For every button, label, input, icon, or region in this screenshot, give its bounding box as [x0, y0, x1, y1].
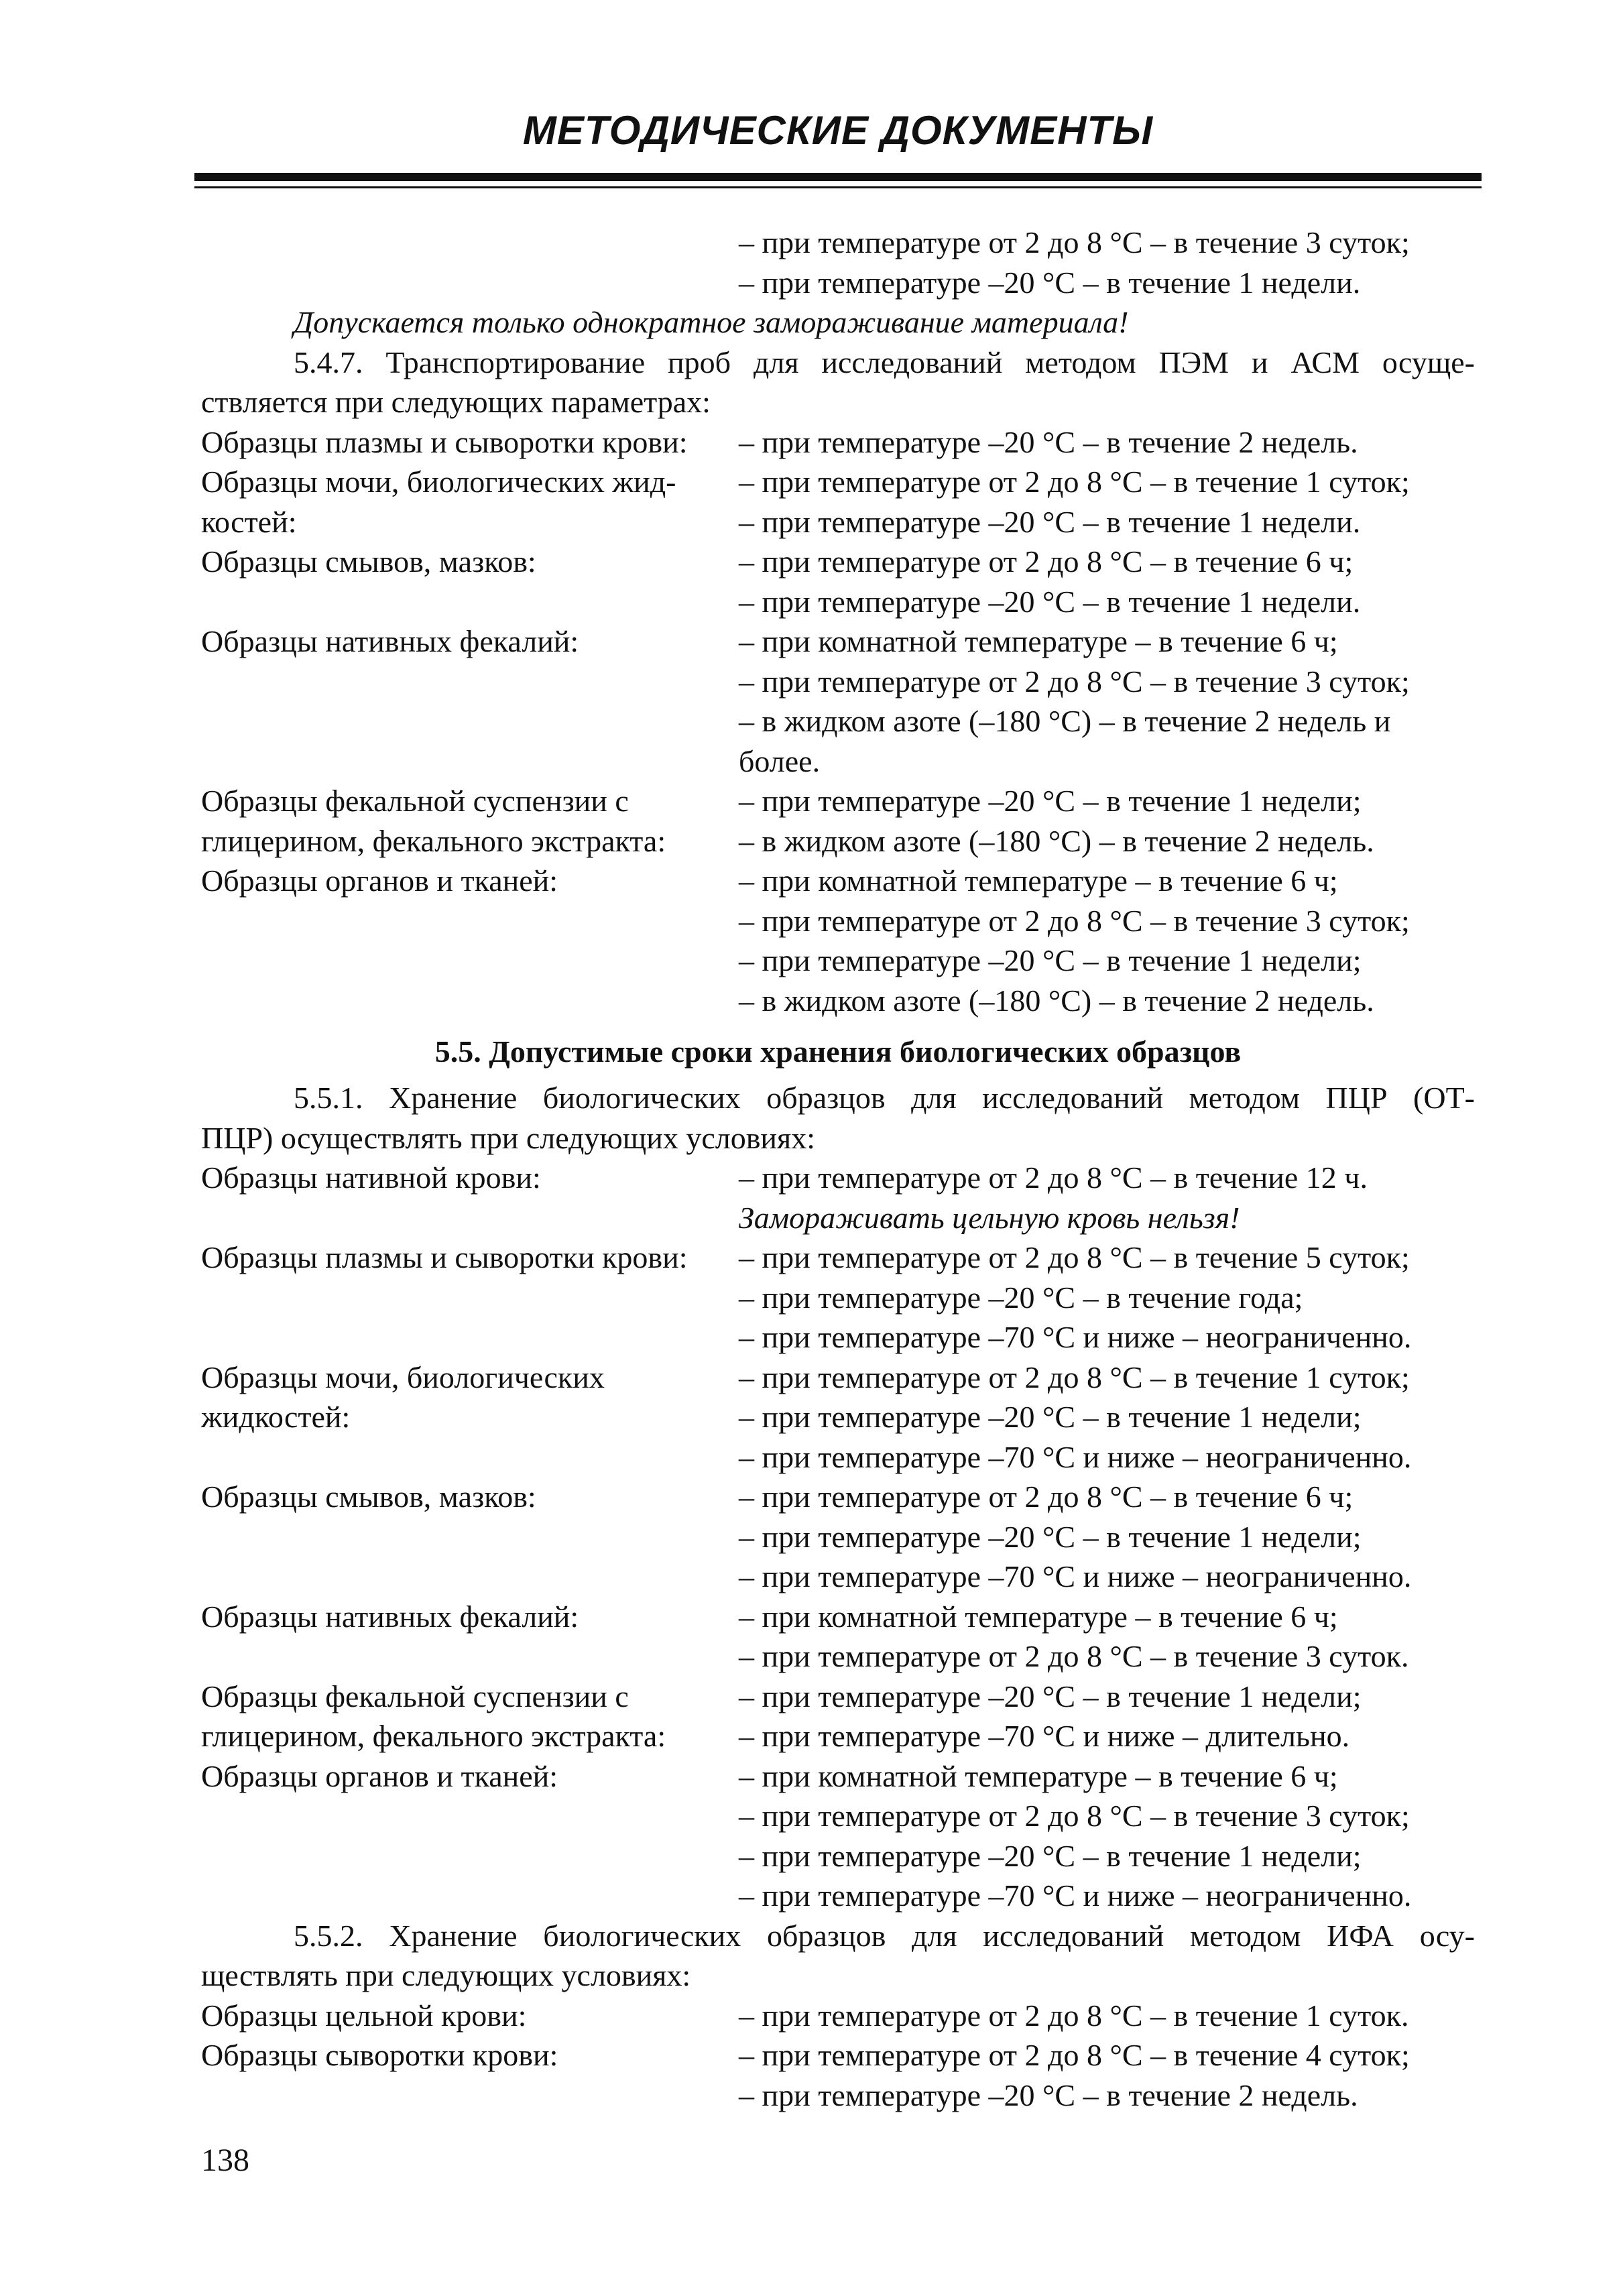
paragraph-551-line: 5.5.1. Хранение биологических образцов для исследований методом ПЦР (ОТ-	[294, 1081, 1475, 1115]
sample-row	[201, 462, 1475, 542]
storage-conditions	[739, 1996, 1475, 2036]
sample-type-label	[201, 1597, 739, 1677]
storage-condition: – при температуре от 2 до 8 °C – в течение 6 ч;	[739, 1479, 1354, 1514]
sample-type-label	[201, 1756, 739, 1916]
page-number: 138	[201, 2142, 249, 2178]
storage-condition: – при температуре –70 °C и ниже – неограниченно.	[739, 1878, 1412, 1913]
storage-conditions	[739, 542, 1475, 621]
transport-conditions-table	[201, 422, 1475, 1021]
sample-type-text: глицерином, фекального экстракта:	[201, 1719, 666, 1753]
storage-condition: – при температуре от 2 до 8 °C – в течение 3 суток.	[739, 1639, 1409, 1673]
sample-row	[201, 1477, 1475, 1597]
sample-type-label	[201, 621, 739, 781]
sample-type-text: Образцы плазмы и сыворотки крови:	[201, 424, 688, 459]
sample-type-text: Образцы мочи, биологических жид-	[201, 465, 676, 499]
storage-condition: – при температуре –20 °C – в течение 1 недели;	[739, 784, 1362, 818]
storage-condition: – при температуре от 2 до 8 °C – в течение 3 суток;	[739, 664, 1410, 699]
paragraph-552-line: 5.5.2. Хранение биологических образцов для исследований методом ИФА осу-	[294, 1918, 1475, 1953]
storage-conditions	[739, 1477, 1475, 1597]
storage-conditions	[739, 861, 1475, 1020]
storage-condition: – при температуре –70 °C и ниже – неограниченно.	[739, 1320, 1412, 1354]
sample-type-label	[201, 542, 739, 621]
sample-type-label	[201, 1477, 739, 1597]
sample-row	[201, 1158, 1475, 1237]
sample-type-label	[201, 861, 739, 1020]
page-content	[201, 223, 1475, 2115]
sample-row	[201, 861, 1475, 1020]
storage-condition: – при температуре –20 °C – в течение 1 недели;	[739, 1519, 1362, 1554]
running-header: МЕТОДИЧЕСКИЕ ДОКУМЕНТЫ	[522, 108, 1154, 153]
sample-row	[201, 1996, 1475, 2036]
paragraph-547-line: 5.4.7. Транспортирование проб для исследований методом ПЭМ и АСМ осуще-	[294, 345, 1475, 379]
paragraph-552-line: ществлять при следующих условиях:	[201, 1958, 691, 1992]
sample-type-label	[201, 2035, 739, 2115]
sample-row	[201, 1237, 1475, 1357]
sample-type-text: Образцы смывов, мазков:	[201, 1479, 536, 1514]
storage-condition: – при температуре от 2 до 8 °C – в течение 1 суток.	[739, 1998, 1409, 2033]
sample-row	[201, 621, 1475, 781]
sample-type-text: костей:	[201, 504, 297, 539]
sample-type-label	[201, 1677, 739, 1756]
storage-condition: – при температуре –70 °C и ниже – неограниченно.	[739, 1439, 1412, 1474]
storage-conditions	[739, 2035, 1475, 2115]
sample-type-text: Образцы органов и тканей:	[201, 863, 558, 898]
storage-condition: – при температуре –20 °C – в течение 1 недели;	[739, 1838, 1362, 1873]
storage-conditions	[739, 1756, 1475, 1916]
sample-type-text: жидкостей:	[201, 1400, 351, 1434]
storage-conditions	[739, 1357, 1475, 1477]
sample-type-label	[201, 1158, 739, 1237]
storage-conditions	[739, 781, 1475, 861]
sample-row	[201, 1597, 1475, 1677]
paragraph-547-line: ствляется при следующих параметрах:	[201, 385, 711, 419]
sample-type-label	[201, 462, 739, 542]
storage-condition: – при температуре от 2 до 8 °C – в течение 3 суток;	[739, 1799, 1410, 1833]
storage-condition: – в жидком азоте (–180 °C) – в течение 2 недель.	[739, 983, 1374, 1018]
storage-condition: – при температуре от 2 до 8 °C – в течение 1 суток;	[739, 465, 1410, 499]
storage-condition: – при температуре –20 °C – в течение 1 недели.	[739, 584, 1361, 619]
storage-condition: – при комнатной температуре – в течение 6 ч;	[739, 863, 1338, 898]
storage-conditions	[739, 621, 1475, 781]
storage-condition: – при температуре от 2 до 8 °C – в течение 5 суток;	[739, 1240, 1410, 1274]
storage-note: Замораживать цельную кровь нельзя!	[739, 1200, 1240, 1235]
storage-condition: более.	[739, 743, 821, 778]
storage-condition: – при температуре от 2 до 8 °C – в течение 4 суток;	[739, 2038, 1410, 2072]
sample-type-text: Образцы фекальной суспензии с	[201, 784, 629, 818]
storage-condition: – при температуре –20 °C – в течение 1 недели;	[739, 943, 1362, 977]
storage-condition: – в жидком азоте (–180 °C) – в течение 2 недель.	[739, 823, 1374, 858]
sample-type-label	[201, 1237, 739, 1357]
storage-condition: – при температуре от 2 до 8 °C – в течение 1 суток;	[739, 1360, 1410, 1394]
sample-type-text: Образцы нативной крови:	[201, 1160, 541, 1195]
sample-row	[201, 1756, 1475, 1916]
continuation-line: – при температуре –20 °C – в течение 1 недели.	[739, 265, 1361, 300]
sample-type-text: Образцы нативных фекалий:	[201, 624, 579, 658]
sample-type-text: Образцы фекальной суспензии с	[201, 1679, 629, 1713]
sample-type-text: Образцы смывов, мазков:	[201, 544, 536, 579]
storage-condition: – при температуре от 2 до 8 °C – в течение 3 суток;	[739, 903, 1410, 938]
storage-condition: – в жидком азоте (–180 °C) – в течение 2 недель и	[739, 704, 1391, 738]
sample-row	[201, 781, 1475, 861]
storage-conditions	[739, 1237, 1475, 1357]
storage-condition: – при комнатной температуре – в течение 6 ч;	[739, 1599, 1338, 1634]
storage-condition: – при комнатной температуре – в течение 6 ч;	[739, 624, 1338, 658]
sample-type-text: Образцы мочи, биологических	[201, 1360, 605, 1394]
storage-conditions	[739, 422, 1475, 463]
storage-condition: – при температуре –70 °C и ниже – неограниченно.	[739, 1559, 1412, 1593]
sample-row	[201, 1357, 1475, 1477]
header-rule-thick	[194, 173, 1482, 181]
sample-type-text: Образцы плазмы и сыворотки крови:	[201, 1240, 688, 1274]
sample-type-label	[201, 1357, 739, 1477]
sample-type-text: глицерином, фекального экстракта:	[201, 823, 666, 858]
header-rule-thin	[194, 186, 1482, 188]
storage-conditions	[739, 462, 1475, 542]
sample-row	[201, 542, 1475, 621]
sample-type-label	[201, 781, 739, 861]
sample-type-text: Образцы органов и тканей:	[201, 1758, 558, 1793]
storage-condition: – при температуре –20 °C – в течение года;	[739, 1280, 1303, 1315]
sample-row	[201, 2035, 1475, 2115]
storage-conditions	[739, 1597, 1475, 1677]
sample-type-text: Образцы цельной крови:	[201, 1998, 527, 2033]
storage-conditions	[739, 1677, 1475, 1756]
storage-condition: – при температуре от 2 до 8 °C – в течение 6 ч;	[739, 544, 1354, 579]
storage-condition: – при температуре –20 °C – в течение 1 недели;	[739, 1679, 1362, 1713]
storage-condition: – при комнатной температуре – в течение 6 ч;	[739, 1758, 1338, 1793]
sample-type-label	[201, 1996, 739, 2036]
section-title: 5.5. Допустимые сроки хранения биологических образцов	[434, 1034, 1242, 1069]
freezing-warning: Допускается только однократное замораживание материала!	[294, 305, 1129, 339]
storage-condition: – при температуре от 2 до 8 °C – в течение 12 ч.	[739, 1160, 1368, 1195]
sample-type-text: Образцы сыворотки крови:	[201, 2038, 558, 2072]
storage-condition: – при температуре –70 °C и ниже – длительно.	[739, 1719, 1350, 1753]
storage-condition: – при температуре –20 °C – в течение 2 недель.	[739, 2077, 1358, 2112]
sample-type-text: Образцы нативных фекалий:	[201, 1599, 579, 1634]
sample-type-label	[201, 422, 739, 463]
paragraph-551-line: ПЦР) осуществлять при следующих условиях:	[201, 1120, 815, 1155]
storage-condition: – при температуре –20 °C – в течение 1 недели;	[739, 1400, 1362, 1434]
ifa-storage-table	[201, 1996, 1475, 2116]
sample-row	[201, 1677, 1475, 1756]
storage-conditions	[739, 1158, 1475, 1237]
pcr-storage-table	[201, 1158, 1475, 1916]
storage-condition: – при температуре –20 °C – в течение 2 недель.	[739, 424, 1358, 459]
continuation-line: – при температуре от 2 до 8 °C – в течение 3 суток;	[739, 225, 1410, 259]
sample-row	[201, 422, 1475, 463]
storage-condition: – при температуре –20 °C – в течение 1 недели.	[739, 504, 1361, 539]
